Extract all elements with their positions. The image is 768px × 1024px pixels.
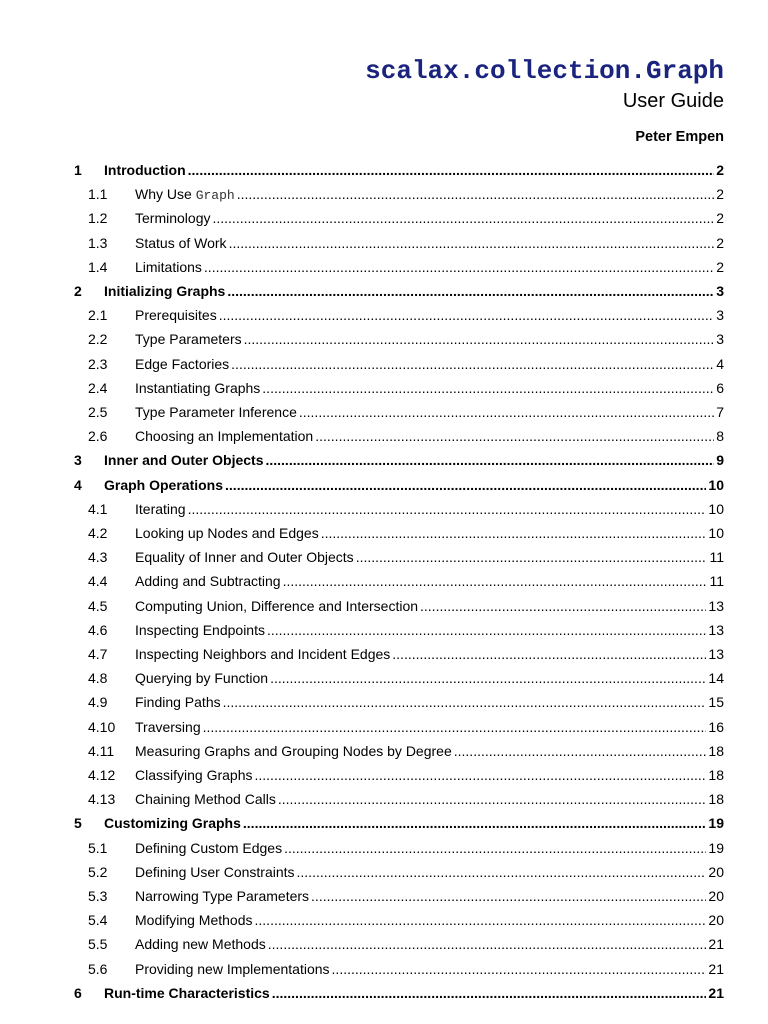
toc-entry[interactable] — [0, 279, 768, 303]
toc-entry-title: Customizing Graphs — [104, 815, 241, 832]
toc-entry[interactable] — [0, 473, 768, 497]
toc-entry-page: 20 — [708, 863, 724, 880]
toc-entry[interactable] — [0, 448, 768, 472]
toc-entry-page: 7 — [716, 404, 724, 420]
toc-entry-number: 1.4 — [88, 258, 108, 275]
toc-entry-page: 21 — [708, 936, 724, 953]
toc-dot-leader — [321, 521, 707, 545]
toc-entry[interactable] — [0, 231, 768, 255]
toc-entry-page: 14 — [708, 670, 724, 687]
toc-entry-title: Why Use Graph — [135, 186, 235, 204]
toc-entry-page: 2 — [716, 234, 724, 251]
toc-entry-title: Limitations — [135, 258, 202, 275]
toc-entry-page: 11 — [709, 573, 724, 590]
toc-entry[interactable] — [0, 158, 768, 182]
toc-entry-number: 5.6 — [88, 960, 108, 977]
toc-entry-page: 10 — [708, 525, 724, 541]
toc-entry[interactable] — [0, 642, 768, 666]
toc-entry-number: 4.13 — [88, 791, 116, 808]
toc-entry-title: Narrowing Type Parameters — [135, 888, 310, 904]
toc-entry-page: 18 — [708, 767, 724, 783]
toc-entry-page: 3 — [716, 331, 724, 348]
toc-entry-title: Run-time Characteristics — [104, 984, 270, 1001]
toc-entry[interactable] — [0, 376, 768, 400]
toc-entry-title: Classifying Graphs — [135, 767, 253, 783]
toc-entry[interactable] — [0, 255, 768, 279]
toc-entry-page: 13 — [708, 646, 724, 662]
toc-entry-page: 2 — [716, 258, 724, 275]
toc-entry-number: 4.5 — [88, 597, 108, 614]
toc-entry-title: Instantiating Graphs — [135, 379, 261, 396]
toc-entry-page: 18 — [708, 742, 724, 759]
toc-dot-leader — [244, 327, 715, 351]
toc-entry[interactable] — [0, 690, 768, 714]
toc-entry-number: 4.2 — [88, 525, 108, 541]
toc-dot-leader — [267, 618, 706, 642]
toc-entry-title: Defining User Constraints — [135, 863, 295, 880]
toc-entry[interactable] — [0, 860, 768, 884]
toc-dot-leader — [278, 787, 707, 811]
toc-entry-number: 2.6 — [88, 428, 108, 445]
toc-entry[interactable] — [0, 303, 768, 327]
toc-entry-title: Inner and Outer Objects — [104, 452, 264, 469]
toc-entry-number: 4.11 — [88, 742, 115, 759]
toc-dot-leader — [272, 981, 707, 1005]
toc-entry-page: 9 — [716, 452, 724, 469]
toc-entry-title: Terminology — [135, 210, 211, 227]
toc-entry[interactable] — [0, 327, 768, 351]
toc-entry-page: 13 — [708, 621, 724, 638]
toc-entry-number: 4.9 — [88, 694, 108, 711]
toc-entry-title: Modifying Methods — [135, 912, 253, 929]
toc-entry-page: 2 — [716, 186, 724, 203]
toc-entry-page: 6 — [716, 379, 724, 396]
toc-entry[interactable] — [0, 497, 768, 521]
toc-entry-number: 4.3 — [88, 549, 108, 566]
toc-entry-title: Introduction — [104, 162, 186, 178]
toc-entry[interactable] — [0, 352, 768, 376]
toc-entry-number: 4.6 — [88, 621, 108, 638]
toc-entry-number: 2.3 — [88, 355, 108, 372]
toc-entry[interactable] — [0, 787, 768, 811]
toc-entry-page: 20 — [708, 888, 724, 904]
toc-entry-title: Providing new Implementations — [135, 960, 330, 977]
toc-dot-leader — [203, 715, 707, 739]
toc-entry-page: 10 — [708, 500, 724, 517]
toc-entry-number: 5.1 — [88, 839, 108, 856]
toc-entry-title: Traversing — [135, 718, 201, 735]
document-author: Peter Empen — [635, 129, 724, 145]
toc-dot-leader — [356, 545, 708, 569]
toc-entry-page: 20 — [708, 912, 724, 929]
toc-entry-number: 4.4 — [88, 573, 108, 590]
toc-dot-leader — [212, 206, 714, 230]
toc-entry[interactable] — [0, 666, 768, 690]
toc-dot-leader — [284, 836, 706, 860]
toc-entry-number: 5 — [74, 815, 82, 832]
toc-entry-title: Iterating — [135, 500, 186, 517]
toc-entry-number: 1 — [74, 162, 82, 178]
toc-dot-leader — [227, 279, 714, 303]
toc-dot-leader — [219, 303, 715, 327]
toc-entry-page: 11 — [709, 549, 724, 566]
toc-entry-title: Type Parameters — [135, 331, 242, 348]
toc-dot-leader — [392, 642, 706, 666]
toc-dot-leader — [454, 739, 707, 763]
toc-entry-page: 10 — [708, 476, 724, 493]
toc-entry-page: 3 — [716, 283, 724, 299]
toc-entry[interactable] — [0, 182, 768, 206]
toc-entry-title: Looking up Nodes and Edges — [135, 525, 319, 541]
toc-entry-number: 5.4 — [88, 912, 108, 929]
toc-entry-title: Querying by Function — [135, 670, 269, 687]
toc-dot-leader — [268, 932, 707, 956]
toc-entry-number: 1.1 — [88, 186, 108, 203]
toc-entry[interactable] — [0, 836, 768, 860]
toc-entry-number: 2.1 — [88, 307, 108, 324]
toc-entry-page: 15 — [708, 694, 724, 711]
toc-entry-page: 18 — [708, 791, 724, 808]
toc-dot-leader — [262, 376, 714, 400]
toc-entry-page: 8 — [716, 428, 724, 445]
toc-entry-number: 4.12 — [88, 767, 116, 783]
toc-entry-number: 2.2 — [88, 331, 108, 348]
toc-dot-leader — [283, 569, 708, 593]
toc-entry-title: Adding new Methods — [135, 936, 266, 953]
toc-entry-page: 2 — [716, 210, 724, 227]
toc-dot-leader — [225, 473, 706, 497]
document-subtitle: User Guide — [622, 90, 724, 112]
toc-entry-page: 21 — [708, 984, 724, 1001]
toc-dot-leader — [188, 497, 707, 521]
toc-entry[interactable] — [0, 932, 768, 956]
toc-entry-title: Chaining Method Calls — [135, 791, 276, 808]
toc-entry-title: Inspecting Neighbors and Incident Edges — [135, 646, 391, 662]
toc-entry[interactable] — [0, 715, 768, 739]
toc-entry-number: 5.5 — [88, 936, 108, 953]
toc-entry-title: Choosing an Implementation — [135, 428, 314, 445]
toc-entry-page: 16 — [708, 718, 724, 735]
toc-entry-number: 4 — [74, 476, 82, 493]
toc-dot-leader — [237, 182, 715, 206]
toc-dot-leader — [243, 811, 707, 835]
toc-entry-number: 2.4 — [88, 379, 108, 396]
toc-entry-title: Initializing Graphs — [104, 283, 226, 299]
toc-entry[interactable] — [0, 569, 768, 593]
toc-entry-number: 4.7 — [88, 646, 108, 662]
toc-entry-page: 4 — [716, 355, 724, 372]
toc-entry-title: Measuring Graphs and Grouping Nodes by Degree — [135, 742, 452, 759]
document-title: scalax.collection.Graph — [365, 56, 724, 86]
toc-dot-leader — [299, 400, 714, 424]
toc-entry-title: Equality of Inner and Outer Objects — [135, 549, 354, 566]
toc-entry[interactable] — [0, 884, 768, 908]
toc-entry[interactable] — [0, 521, 768, 545]
toc-dot-leader — [204, 255, 714, 279]
toc-entry-page: 19 — [708, 815, 724, 832]
toc-entry-number: 4.8 — [88, 670, 108, 687]
toc-entry-number: 1.3 — [88, 234, 108, 251]
toc-dot-leader — [297, 860, 707, 884]
toc-entry-number: 2 — [74, 283, 82, 299]
toc-entry[interactable] — [0, 206, 768, 230]
toc-entry-number: 4.1 — [88, 500, 108, 517]
toc-entry-page: 2 — [716, 162, 724, 178]
toc-dot-leader — [315, 424, 714, 448]
toc-entry[interactable] — [0, 545, 768, 569]
toc-dot-leader — [270, 666, 706, 690]
toc-dot-leader — [332, 957, 707, 981]
toc-entry[interactable] — [0, 811, 768, 835]
toc-entry-title: Edge Factories — [135, 355, 230, 372]
toc-entry-title: Graph Operations — [104, 476, 224, 493]
toc-entry-title: Inspecting Endpoints — [135, 621, 265, 638]
toc-entry-title: Adding and Subtracting — [135, 573, 281, 590]
toc-dot-leader — [223, 690, 707, 714]
toc-dot-leader — [188, 158, 715, 182]
toc-entry-page: 3 — [716, 307, 724, 324]
toc-entry-title: Computing Union, Difference and Intersection — [135, 597, 419, 614]
toc-entry-number: 5.3 — [88, 888, 108, 904]
toc-entry-title: Status of Work — [135, 234, 227, 251]
toc-dot-leader — [255, 763, 707, 787]
toc-dot-leader — [420, 594, 706, 618]
toc-dot-leader — [311, 884, 706, 908]
toc-entry-number: 1.2 — [88, 210, 108, 227]
toc-entry[interactable] — [0, 957, 768, 981]
toc-dot-leader — [229, 231, 715, 255]
toc-entry[interactable] — [0, 739, 768, 763]
toc-entry-number: 6 — [74, 984, 82, 1001]
toc-entry-page: 19 — [708, 839, 724, 856]
toc-entry[interactable] — [0, 400, 768, 424]
toc-entry[interactable] — [0, 981, 768, 1005]
toc-entry-title: Finding Paths — [135, 694, 221, 711]
toc-entry-page: 13 — [708, 597, 724, 614]
toc-dot-leader — [231, 352, 714, 376]
toc-entry[interactable] — [0, 908, 768, 932]
toc-entry-page: 21 — [708, 960, 724, 977]
toc-entry-number: 3 — [74, 452, 82, 469]
toc-entry-number: 2.5 — [88, 404, 108, 420]
toc-dot-leader — [255, 908, 707, 932]
toc-entry[interactable] — [0, 424, 768, 448]
toc-dot-leader — [265, 448, 714, 472]
toc-entry-title: Prerequisites — [135, 307, 217, 324]
toc-entry-number: 4.10 — [88, 718, 116, 735]
toc-entry-number: 5.2 — [88, 863, 108, 880]
toc-entry[interactable] — [0, 594, 768, 618]
toc-entry-code: Graph — [195, 188, 235, 204]
toc-entry-title: Type Parameter Inference — [135, 404, 297, 420]
toc-entry[interactable] — [0, 763, 768, 787]
toc-entry-title: Defining Custom Edges — [135, 839, 283, 856]
toc-entry[interactable] — [0, 618, 768, 642]
